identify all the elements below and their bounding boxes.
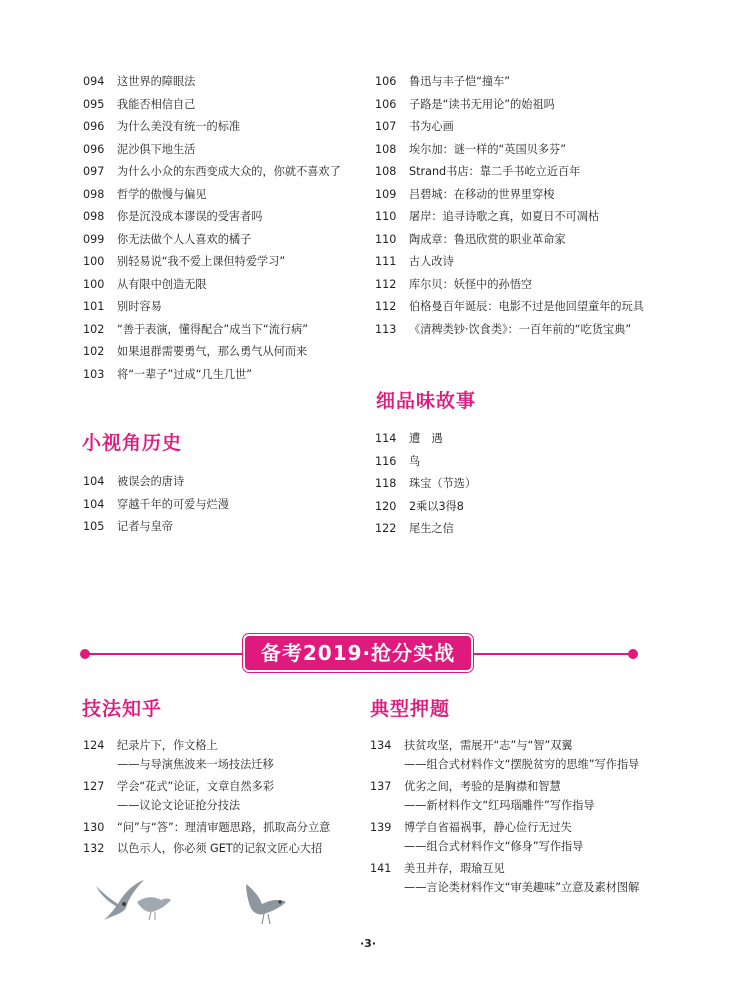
toc-page: 134	[370, 739, 392, 752]
toc-page: 103	[83, 367, 105, 381]
toc-title: 别轻易说“我不爱上课但特爱学习”	[117, 255, 286, 268]
toc-title: 吕碧城：在移动的世界里穿梭	[409, 187, 555, 201]
section-heading-skills: 技法知乎	[82, 698, 163, 720]
toc-page: 110	[375, 232, 397, 246]
toc-page: 110	[375, 210, 397, 223]
skills-toc-list	[83, 735, 363, 865]
toc-page: 102	[83, 345, 105, 358]
toc-page: 130	[83, 821, 105, 834]
toc-page: 108	[375, 165, 397, 178]
toc-page: 100	[83, 255, 105, 268]
toc-subtitle: ——议论文论证抢分技法	[117, 799, 241, 812]
toc-page: 096	[83, 142, 105, 156]
section-heading-story: 细品味故事	[376, 390, 477, 412]
toc-page: 101	[83, 300, 105, 313]
toc-title: 书为心画	[409, 120, 454, 133]
toc-subtitle: ——言论类材料作文“审美趣味”立意及素材图解	[404, 881, 640, 894]
section-heading-topics: 典型押题	[370, 698, 451, 720]
toc-title: 哲学的傲慢与偏见	[117, 187, 207, 201]
toc-title: 被误会的唐诗	[117, 475, 185, 488]
section-banner	[245, 636, 471, 670]
toc-title: 优劣之间，考验的是胸襟和智慧	[404, 780, 561, 793]
banner-dot-right	[628, 649, 638, 659]
toc-title: 屠岸：追寻诗歌之真，如夏日不可凋枯	[409, 210, 600, 223]
toc-page: 105	[83, 520, 105, 533]
toc-title: 扶贫攻坚，需展开“志”与“智”双翼	[404, 739, 573, 752]
toc-page: 102	[83, 322, 105, 336]
page-number: ·3·	[359, 937, 376, 950]
toc-page: 112	[375, 277, 397, 291]
toc-title: 子路是“读书无用论”的始祖吗	[409, 97, 555, 111]
toc-title: 学会“花式”论证，文章自然多彩	[117, 780, 275, 793]
toc-title: 别时容易	[117, 300, 162, 313]
toc-page: 122	[375, 522, 397, 535]
toc-page: 106	[375, 75, 397, 88]
toc-title: 鸟	[409, 454, 421, 468]
toc-title: Strand书店：靠二手书屹立近百年	[409, 165, 581, 178]
banner-title: 备考2019·抢分实战	[260, 641, 456, 665]
toc-title: 《清稗类钞·饮食类》：一百年前的“吃货宝典”	[409, 322, 632, 336]
toc-title: 这世界的障眼法	[117, 75, 196, 88]
toc-page: 107	[375, 120, 397, 133]
toc-title: 记者与皇帝	[117, 520, 173, 533]
toc-page: 112	[375, 300, 397, 313]
toc-title: 古人改诗	[409, 255, 454, 268]
toc-title: 我能否相信自己	[117, 97, 196, 111]
toc-title: 尾生之信	[409, 522, 454, 535]
toc-subtitle: ——与导演焦波来一场技法迁移	[117, 758, 274, 771]
toc-page: 109	[375, 187, 397, 201]
toc-title: 鲁迅与丰子恺“撞车”	[409, 75, 511, 88]
toc-page: 141	[370, 862, 392, 875]
toc-title: 埃尔加：谜一样的“英国贝多芬”	[409, 142, 567, 156]
toc-page: 098	[83, 187, 105, 201]
toc-page: 104	[83, 497, 105, 511]
toc-title: 珠宝（节选）	[409, 477, 477, 490]
toc-title: 以色示人，你必须 GET的记叙文匠心大招	[117, 842, 323, 855]
toc-title: 博学自省福祸事，静心俭行无过失	[404, 821, 572, 834]
toc-title: 伯格曼百年诞辰：电影不过是他回望童年的玩具	[409, 300, 644, 313]
toc-page: 099	[83, 232, 105, 246]
toc-title: 美丑并存，瑕瑜互见	[404, 862, 505, 875]
toc-title: 泥沙俱下地生活	[117, 142, 196, 156]
toc-page: 139	[370, 821, 392, 834]
toc-page: 096	[83, 120, 105, 133]
toc-title: “问”与“答”：理清审题思路，抓取高分立意	[117, 821, 331, 834]
toc-page: 127	[83, 780, 105, 793]
toc-page: 132	[83, 842, 105, 855]
toc-title: 从有限中创造无限	[117, 277, 207, 291]
toc-title: 遭 遇	[409, 432, 443, 445]
bird-right-illustration	[240, 876, 290, 928]
toc-subtitle: ——新材料作文“红玛瑙雕件”写作指导	[404, 799, 595, 812]
toc-page: 116	[375, 454, 397, 468]
toc-page: 094	[83, 75, 105, 88]
toc-title: 你无法做个人人喜欢的橘子	[117, 232, 252, 246]
banner-line-right	[471, 653, 631, 655]
banner-line-left	[86, 653, 246, 655]
toc-page: 106	[375, 97, 397, 111]
toc-title: 库尔贝：妖怪中的孙悟空	[409, 277, 533, 291]
toc-page: 124	[83, 739, 105, 752]
toc-title: 纪录片下，作文格上	[117, 739, 218, 752]
toc-title: 陶成章：鲁迅欣赏的职业革命家	[409, 232, 566, 246]
toc-page: 098	[83, 210, 105, 223]
toc-page: 113	[375, 322, 397, 336]
toc-title: 2乘以3得8	[409, 499, 464, 513]
toc-page: 108	[375, 142, 397, 156]
toc-page: 118	[375, 477, 397, 490]
toc-page: 120	[375, 499, 397, 513]
toc-title: 你是沉没成本谬误的受害者吗	[117, 210, 263, 223]
topics-toc-list	[370, 735, 710, 905]
toc-title: 为什么美没有统一的标准	[117, 120, 241, 133]
toc-page: 114	[375, 432, 397, 445]
section-heading-history: 小视角历史	[82, 432, 183, 454]
toc-subtitle: ——组合式材料作文“修身”写作指导	[404, 840, 584, 853]
toc-title: 将“一辈子”过成“几生几世”	[117, 367, 253, 381]
toc-subtitle: ——组合式材料作文“摆脱贫穷的思维”写作指导	[404, 758, 640, 771]
toc-title: 穿越千年的可爱与烂漫	[117, 497, 229, 511]
toc-page: 095	[83, 97, 105, 111]
toc-page: 100	[83, 277, 105, 291]
bird-small-illustration	[133, 888, 173, 924]
toc-page: 137	[370, 780, 392, 793]
toc-title: 如果退群需要勇气，那么勇气从何而来	[117, 345, 308, 358]
toc-page: 104	[83, 475, 105, 488]
toc-title: “善于表演，懂得配合”成当下“流行病”	[117, 322, 308, 336]
toc-title: 为什么小众的东西变成大众的，你就不喜欢了	[117, 165, 341, 178]
toc-page: 111	[375, 255, 397, 268]
toc-page: 097	[83, 165, 105, 178]
